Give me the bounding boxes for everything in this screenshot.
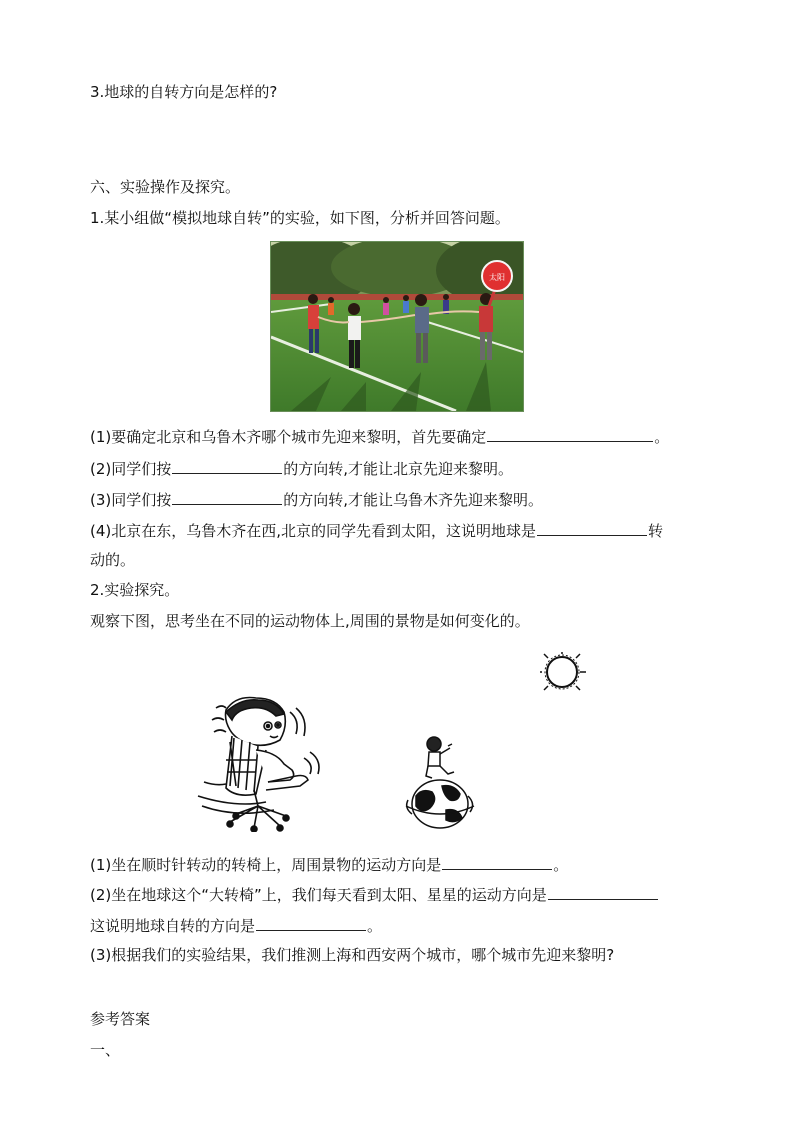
part-4-end: 转 (648, 522, 664, 540)
sun-illustration (540, 652, 590, 694)
part-1-end: 。 (654, 428, 670, 446)
part-2-1-text: (1)坐在顺时针转动的转椅上，周围景物的运动方向是 (90, 856, 442, 874)
question-3: 3.地球的自转方向是怎样的? (90, 83, 278, 101)
question-6-1-part-2 (90, 457, 513, 479)
earth-rotation-photo (270, 241, 524, 412)
question-6-1-part-4 (90, 519, 663, 541)
part-2-end: 的方向转,才能让北京先迎来黎明。 (283, 460, 514, 478)
question-6-2-part-3: (3)根据我们的实验结果，我们推测上海和西安两个城市，哪个城市先迎来黎明? (90, 946, 615, 964)
part-2-1-end: 。 (553, 856, 569, 874)
answer-blank-2-1[interactable] (442, 853, 552, 870)
part-1-text: (1)要确定北京和乌鲁木齐哪个城市先迎来黎明，首先要确定 (90, 428, 487, 446)
part-4-text: (4)北京在东，乌鲁木齐在西,北京的同学先看到太阳，这说明地球是 (90, 522, 537, 540)
question-6-1-part-1 (90, 425, 669, 447)
answer-blank-1-2[interactable] (172, 457, 282, 474)
part-2-text: (2)同学们按 (90, 460, 172, 478)
answer-blank-1-4[interactable] (537, 519, 647, 536)
part-3-text: (3)同学们按 (90, 491, 172, 509)
question-6-1-part-4-cont: 动的。 (90, 551, 136, 569)
answer-blank-1-3[interactable] (172, 488, 282, 505)
section-six-heading: 六、实验操作及探究。 (90, 178, 241, 196)
question-6-2-title: 2.实验探究。 (90, 581, 180, 599)
question-6-1-part-3 (90, 488, 543, 510)
answer-blank-2-2a[interactable] (548, 883, 658, 900)
question-6-1-intro: 1.某小组做“模拟地球自转”的实验，如下图，分析并回答问题。 (90, 209, 510, 227)
sun-sign-label: 太阳 (489, 273, 505, 282)
answers-section-one: 一、 (90, 1041, 121, 1059)
answer-blank-2-2b[interactable] (256, 914, 366, 931)
globe-boy-illustration (402, 736, 478, 830)
answers-heading: 参考答案 (90, 1010, 151, 1028)
earth-rotation-photo-image (271, 242, 523, 411)
question-6-2-part-2 (90, 883, 659, 905)
question-6-2-intro: 观察下图，思考坐在不同的运动物体上,周围的景物是如何变化的。 (90, 612, 530, 630)
part-2-2-cont-text: 这说明地球自转的方向是 (90, 917, 256, 935)
answer-blank-1-1[interactable] (487, 425, 653, 442)
swivel-chair-boy-illustration (196, 690, 331, 832)
part-2-2-end: 。 (367, 917, 383, 935)
question-6-2-part-2-cont (90, 914, 382, 936)
part-3-end: 的方向转,才能让乌鲁木齐先迎来黎明。 (283, 491, 544, 509)
question-6-2-part-1 (90, 853, 568, 875)
part-2-2-text: (2)坐在地球这个“大转椅”上，我们每天看到太阳、星星的运动方向是 (90, 886, 547, 904)
